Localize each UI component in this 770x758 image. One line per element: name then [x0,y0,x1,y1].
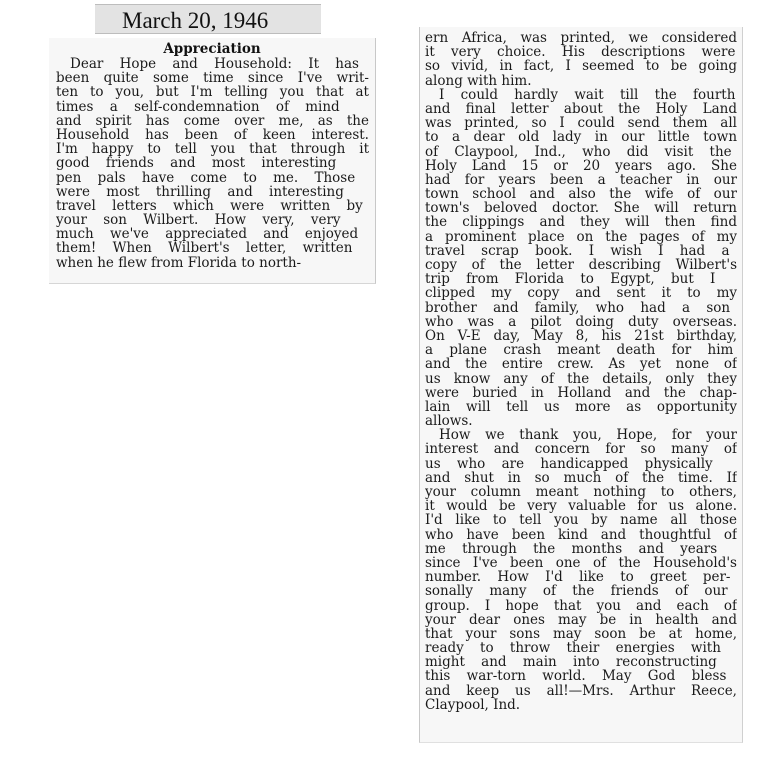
text-line: a prominent place on the pages of my [425,229,737,244]
clipping-left-column [49,38,376,284]
text-line: your dear ones may be in health and [425,612,737,627]
text-line: and spirit has come over me, as the [56,113,369,128]
text-line: your column meant nothing to others, [425,485,737,500]
text-line: clipped my copy and sent it to my [425,286,737,301]
text-line: who was a pilot doing duty overseas. [425,314,737,329]
text-line: pen pals have come to me. Those [56,170,356,185]
text-line: it very choice. His descriptions were [425,45,736,60]
text-line: lain will tell us more as opportunity [425,399,737,415]
text-line: interest and concern for so many of [425,442,737,457]
text-line: I'd like to tell you by name all those [425,513,737,528]
text-line: ern Africa, was printed, we considered [425,31,737,46]
text-line: me through the months and years [425,541,718,556]
text-line: that your sons may soon be at home, [425,626,737,642]
text-line: town school and also the wife of our [425,187,737,202]
text-line: Claypool, Ind. [425,697,521,712]
text-line: and final letter about the Holy Land [425,101,737,117]
text-line: ready to throw their energies with [425,641,721,656]
text-line: good friends and most interesting [56,156,337,171]
text-line: it would be very valuable for us alone. [425,499,737,514]
text-line: of Claypool, Ind., who did visit the [425,144,732,159]
text-line: was printed, so I could send them all [425,116,737,131]
text-line: the clippings and they will then find [425,215,737,230]
text-line: ten to you, but I'm telling you that at [56,85,369,100]
text-line: I could hardly wait till the fourth [439,87,736,102]
text-line: allows. [425,414,473,429]
text-line: who have been kind and thoughtful of [425,527,737,542]
text-line: How we thank you, Hope, for your [439,428,737,443]
text-line: Dear Hope and Household: It has [70,57,359,72]
date-text: March 20, 1946 [122,8,269,33]
text-line: and shut in so much of the time. If [425,470,737,485]
text-line: this war-torn world. May God bless [425,669,727,684]
text-line: town's beloved doctor. She will return [425,201,737,216]
text-line: much we've appreciated and enjoyed [56,227,359,242]
text-line: been quite some time since I've writ- [56,71,369,86]
text-line: On V-E day, May 8, his 21st birthday, [425,328,737,344]
text-line: when he flew from Florida to north- [56,255,302,270]
text-line: travel letters which were written by [56,198,363,214]
text-line: copy of the letter describing Wilbert's [425,258,737,273]
text-line: along with him. [425,73,532,88]
text-line: them! When Wilbert's letter, written [56,241,353,256]
text-line: were most thrilling and interesting [56,184,344,199]
text-line: brother and family, who had a son [425,300,731,315]
text-line: were buried in Holland and the chap- [425,385,737,400]
date-label [95,4,321,34]
text-line: your son Wilbert. How very, very [56,213,341,228]
text-line: Household has been of keen interest. [56,127,369,143]
text-line: number. How I'd like to greet per- [425,570,731,585]
text-line: us know any of the details, only they [425,371,737,386]
text-line: had for years been a teacher in our [425,172,737,188]
text-line: times a self-condemnation of mind [56,99,340,114]
text-line: travel scrap book. I wish I had a [425,243,730,258]
text-line: I'm happy to tell you that through it [56,142,369,157]
text-line: since I've been one of the Household's [425,555,737,571]
text-line: us who are handicapped physically [425,456,713,471]
text-line: sonally many of the friends of our [425,584,728,599]
article-headline: Appreciation [163,41,261,57]
text-line: and keep us all!—Mrs. Arthur Reece, [425,683,737,698]
right-column-text [420,31,742,712]
text-line: and the entire crew. As yet none of [425,357,737,372]
text-line: Holy Land 15 or 20 years ago. She [425,158,737,173]
text-line: so vivid, in fact, I seemed to be going [425,59,737,74]
clipping-right-column [419,27,743,743]
text-line: might and main into reconstructing [425,655,717,670]
left-column-text [49,57,375,270]
text-line: trip from Florida to Egypt, but I [425,272,716,287]
text-line: to a dear old lady in our little town [425,130,737,145]
text-line: group. I hope that you and each of [425,598,737,613]
text-line: a plane crash meant death for him [425,343,734,358]
